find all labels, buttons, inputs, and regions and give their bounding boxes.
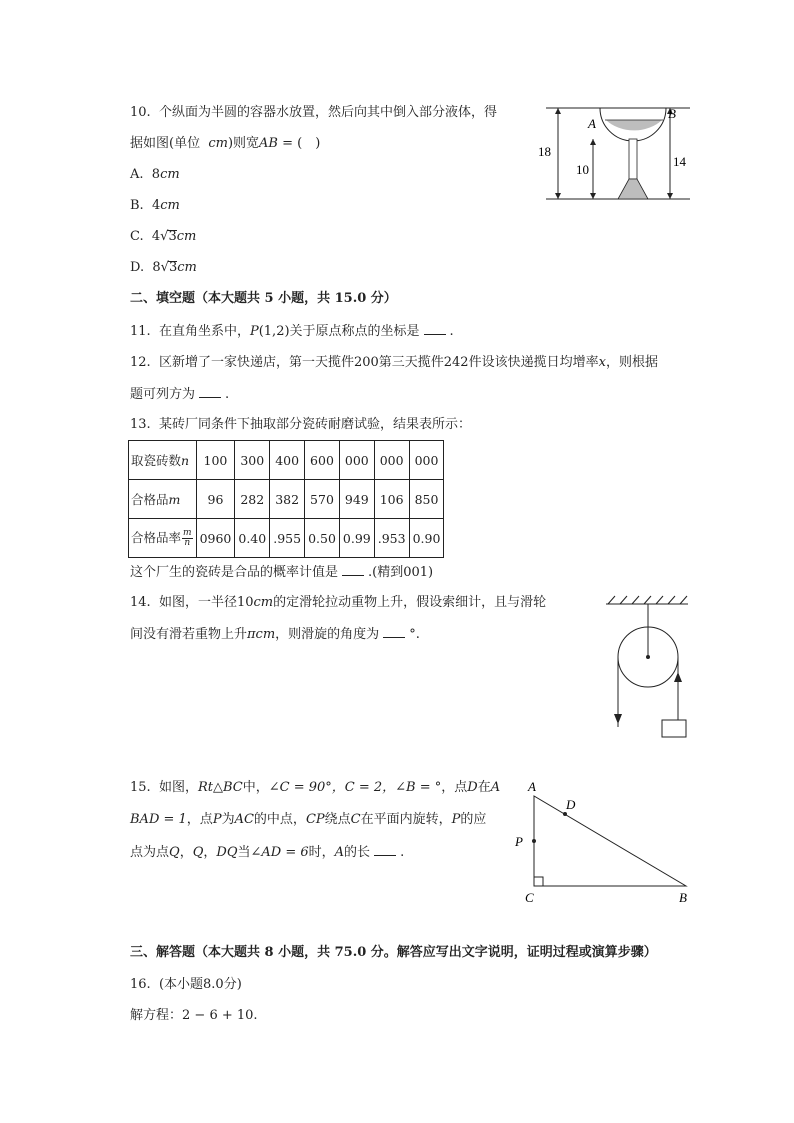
- table-cell: 100: [196, 441, 235, 480]
- q14-pulley-figure: [598, 592, 698, 742]
- table-cell: .953: [374, 519, 409, 558]
- table-cell: 106: [374, 480, 409, 519]
- q16-equation: 解方程：2 − 6 + 10.: [130, 1008, 258, 1023]
- q10-option-d: D. 8√3cm: [130, 260, 197, 275]
- q15-label-d: D: [566, 797, 576, 812]
- table-cell: 0960: [196, 519, 235, 558]
- table-cell: 282: [235, 480, 270, 519]
- q13-after: 这个厂生的瓷砖是合品的概率计值是 .(精到001): [130, 565, 434, 580]
- table-cell: .955: [270, 519, 305, 558]
- table-header-cell: 合格品率 $\frac{m}{n}$: [129, 519, 197, 558]
- q15-line3: 点为点Q，Q，DQ当∠AD = 6时，A的长 .: [130, 845, 405, 860]
- q16-header: 16. (本小题8.0分): [130, 977, 242, 992]
- q15-label-a: A: [528, 779, 536, 794]
- q10-label-10: 10: [576, 162, 589, 177]
- q15-answer-blank: [374, 843, 396, 856]
- table-header-cell: 合格品m: [129, 480, 197, 519]
- table-cell: 600: [305, 441, 340, 480]
- q15-triangle-figure: [508, 778, 698, 910]
- table-cell: 000: [374, 441, 409, 480]
- q15-line2: BAD = 1，点P为AC的中点，CP绕点C在平面内旋转，P的应: [130, 812, 487, 827]
- q14-answer-blank: [383, 625, 405, 638]
- q10-label-14: 14: [673, 154, 686, 169]
- table-header-cell: 取瓷砖数n: [129, 441, 197, 480]
- table-row: [129, 441, 444, 480]
- section2-heading: 二、填空题（本大题共 5 小题，共 15.0 分）: [130, 291, 397, 306]
- q10-label-a: A: [588, 116, 596, 131]
- table-row: [129, 519, 444, 558]
- q10-line1: 10. 个纵面为半圆的容器水放置，然后向其中倒入部分液体，得: [130, 105, 497, 120]
- q10-goblet-figure: [530, 98, 700, 208]
- table-cell: 0.40: [235, 519, 270, 558]
- q14-line2: 间没有滑若重物上升πcm，则滑旋的角度为 °.: [130, 627, 420, 642]
- table-cell: 0.50: [305, 519, 340, 558]
- table-cell: 000: [339, 441, 374, 480]
- q15-line1: 15. 如图，Rt△BC中，∠C = 90°，C = 2，∠B = °，点D在A: [130, 780, 501, 795]
- q10-label-b: B: [668, 106, 676, 121]
- q15-label-b: B: [679, 890, 687, 905]
- table-cell: 400: [270, 441, 305, 480]
- q10-line2: 据如图(单位 cm)则宽AB = ( ): [130, 136, 321, 151]
- table-cell: 382: [270, 480, 305, 519]
- q15-label-c: C: [525, 890, 534, 905]
- q10-label-18: 18: [538, 144, 551, 159]
- q14-line1: 14. 如图，一半径10cm的定滑轮拉动重物上升，假设索细计，且与滑轮: [130, 595, 547, 610]
- table-cell: 0.90: [409, 519, 444, 558]
- q15-label-p: P: [515, 834, 523, 849]
- q13-table: [128, 440, 444, 558]
- section3-heading: 三、解答题（本大题共 8 小题，共 75.0 分。解答应写出文字说明，证明过程或演算步骤）: [130, 945, 657, 960]
- table-cell: 300: [235, 441, 270, 480]
- q12-line1: 12. 区新增了一家快递店，第一天揽件200第三天揽件242件设该快递揽日均增率x，则根据: [130, 355, 658, 370]
- q13-answer-blank: [342, 563, 364, 576]
- table-cell: 0.99: [339, 519, 374, 558]
- table-cell: 850: [409, 480, 444, 519]
- q12-answer-blank: [199, 385, 221, 398]
- q13-intro: 13. 某砖厂同条件下抽取部分瓷砖耐磨试验，结果表所示：: [130, 417, 471, 432]
- q10-option-c: C. 4√3cm: [130, 229, 197, 244]
- q12-line2: 题可列方为 .: [130, 387, 230, 402]
- table-row: [129, 480, 444, 519]
- table-cell: 949: [339, 480, 374, 519]
- q11-text: 11. 在直角坐系中，P(1,2)关于原点称点的坐标是 .: [130, 324, 454, 339]
- table-cell: 570: [305, 480, 340, 519]
- table-cell: 96: [196, 480, 235, 519]
- q11-answer-blank: [424, 322, 446, 335]
- q10-option-a: A. 8cm: [130, 167, 180, 182]
- table-cell: 000: [409, 441, 444, 480]
- q10-option-b: B. 4cm: [130, 198, 180, 213]
